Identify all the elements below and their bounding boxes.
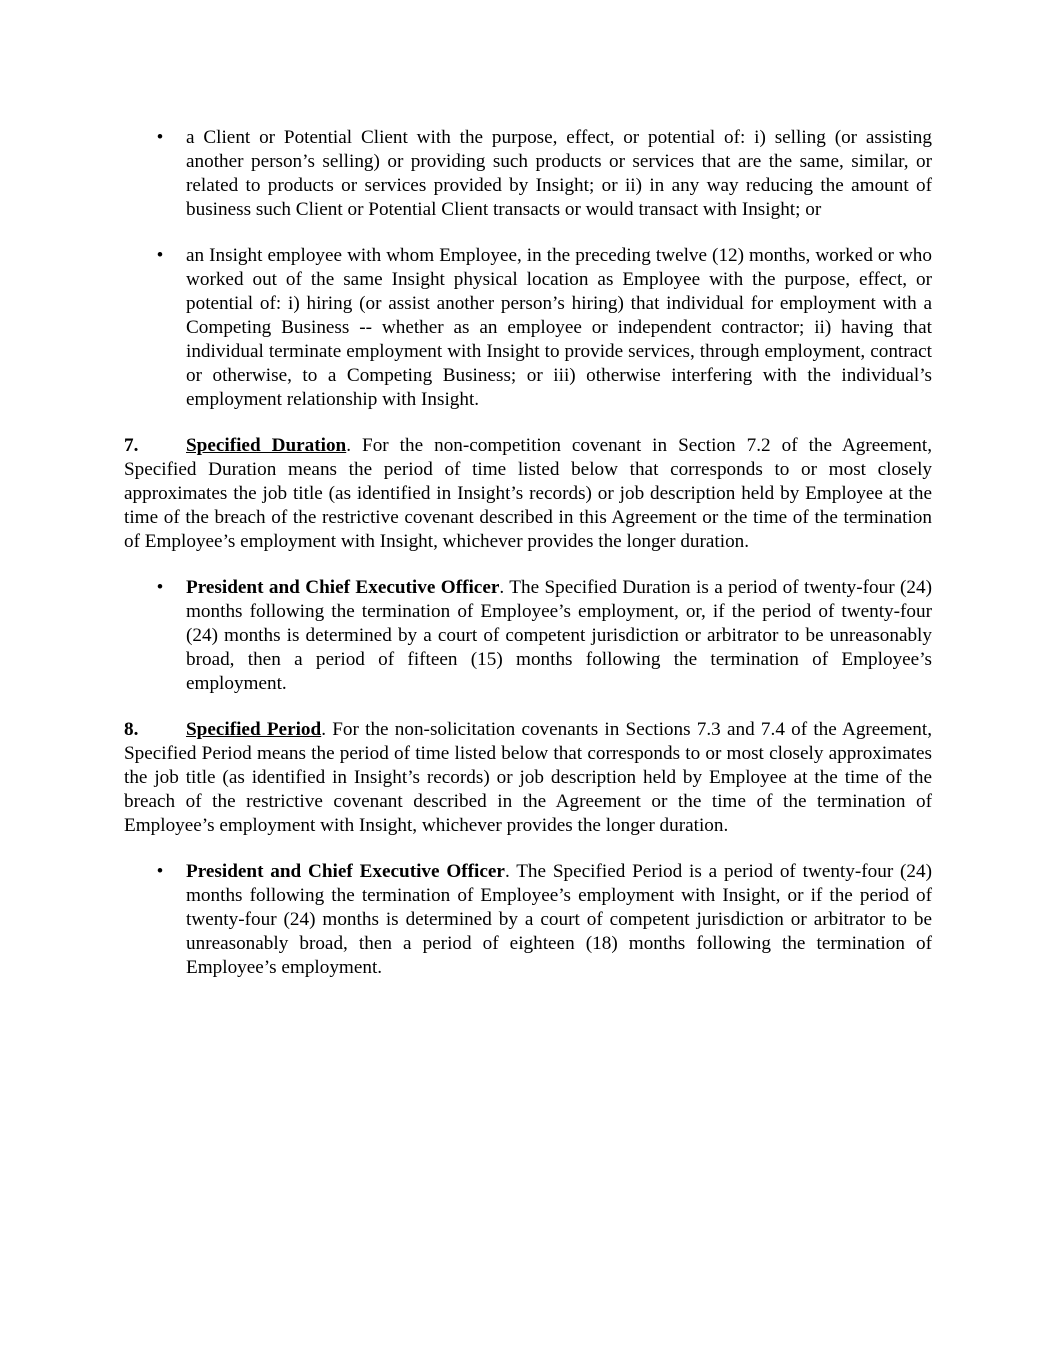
list-item-text — [186, 576, 932, 696]
bullet-icon: • — [156, 861, 164, 882]
section-8-title: Specified Period — [186, 719, 322, 740]
section-8-number: 8. — [124, 719, 139, 740]
section-7-specified-duration — [124, 434, 932, 554]
list-item-lead: President and Chief Executive Officer — [186, 861, 505, 882]
list-item-text: an Insight employee with whom Employee, in the preceding twelve (12) months, worked or who worked out of the same Insight physical location as Employee with the purpose, effect, or potential of: i) hiring (or assist another person’s hiring) that individual for employment with a Competing Business -- whether as an employee or independent contractor; ii) having that individual terminate employment with Insight to provide services, through employment, contract or otherwise, to a Competing Business; or iii) otherwise interfering with the individual’s employment relationship with Insight. — [186, 245, 932, 410]
list-item-section-7-ceo — [124, 576, 932, 696]
section-7-number: 7. — [124, 435, 139, 456]
list-item-body: . The Specified Duration is a period of twenty-four (24) months following the termination of Employee’s employment, or, if the period of twenty-four (24) months is determined by a court of competent jurisdiction or arbitrator to be unreasonably broad, then a period of fifteen (15) months following the termination of Employee’s employment. — [186, 577, 932, 694]
bullet-icon: • — [156, 127, 164, 148]
document-page — [124, 126, 932, 1002]
section-7-paragraph — [124, 434, 932, 554]
list-item-lead: President and Chief Executive Officer — [186, 577, 500, 598]
section-7-body: . For the non-competition covenant in Section 7.2 of the Agreement, Specified Duration means the period of time listed below that corresponds to or most closely approximates the job title (as identified in Insight’s records) or job description held by Employee at the time of the breach of the restrictive covenant described in this Agreement or the time of the termination of Employee’s employment with Insight, whichever provides the longer duration. — [124, 435, 932, 552]
list-item-client — [124, 126, 932, 222]
list-item-text — [186, 860, 932, 980]
section-7-title: Specified Duration — [186, 435, 347, 456]
bullet-icon: • — [156, 245, 164, 266]
section-8-specified-period — [124, 718, 932, 838]
list-item-section-8-ceo — [124, 860, 932, 980]
section-8-paragraph — [124, 718, 932, 838]
list-item-employee — [124, 244, 932, 412]
list-item-text: a Client or Potential Client with the purpose, effect, or potential of: i) selling (or assisting another person’s selling) or providing such products or services that are the same, similar, or related to products or services provided by Insight; or ii) in any way reducing the amount of business such Client or Potential Client transacts or would transact with Insight; or — [186, 127, 932, 220]
section-8-body: . For the non-solicitation covenants in Sections 7.3 and 7.4 of the Agreement, Specified Period means the period of time listed below that corresponds to or most closely approximates the job title (as identified in Insight’s records) or job description held by Employee at the time of the breach of the restrictive covenant described in the Agreement or the time of the termination of Employee’s employment with Insight, whichever provides the longer duration. — [124, 719, 932, 836]
list-item-body: . The Specified Period is a period of twenty-four (24) months following the termination of Employee’s employment with Insight, or if the period of twenty-four (24) months is determined by a court of competent jurisdiction or arbitrator to be unreasonably broad, then a period of eighteen (18) months following the termination of Employee’s employment. — [186, 861, 932, 978]
bullet-icon: • — [156, 577, 164, 598]
